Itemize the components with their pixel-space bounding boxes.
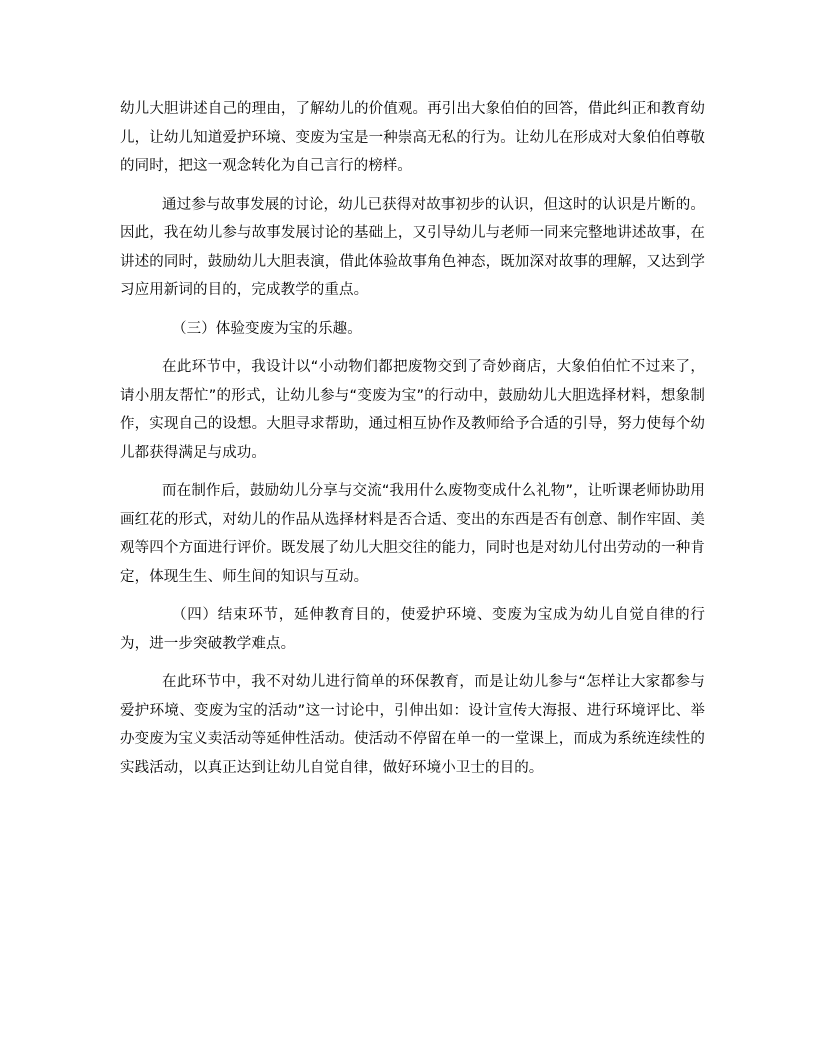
paragraph-1: 幼儿大胆讲述自己的理由，了解幼儿的价值观。再引出大象伯伯的回答，借此纠正和教育幼儿，让幼儿知道爱护环境、变废为宝是一种崇高无私的行为。让幼儿在形成对大象伯伯尊敬的同时，把这一观念转化为自己言行的榜样。 bbox=[120, 101, 705, 174]
section-heading-4: （四）结束环节，延伸教育目的，使爱护环境、变废为宝成为幼儿自觉自律的行为，进一步突破教学难点。 bbox=[120, 607, 705, 652]
paragraph-3: 在此环节中，我设计以“小动物们都把废物交到了奇妙商店，大象伯伯忙不过来了，请小朋友帮忙”的形式，让幼儿参与“变废为宝”的行动中，鼓励幼儿大胆选择材料，想象制作，实现自己的设想。大胆寻求帮助，通过相互协作及教师给予合适的引导，努力使每个幼儿都获得满足与成功。 bbox=[120, 359, 705, 461]
section-heading-3: （三）体验变废为宝的乐趣。 bbox=[172, 320, 362, 337]
document-body bbox=[120, 95, 705, 792]
paragraph-5: 在此环节中，我不对幼儿进行简单的环保教育，而是让幼儿参与“怎样让大家都参与爱护环境、变废为宝的活动”这一讨论中，引伸出如：设计宣传大海报、进行环境评比、举办变废为宝义卖活动等延伸性活动。使活动不停留在单一的一堂课上，而成为系统连续性的实践活动，以真正达到让幼儿自觉自律，做好环境小卫士的目的。 bbox=[120, 674, 705, 776]
paragraph-2: 通过参与故事发展的讨论，幼儿已获得对故事初步的认识，但这时的认识是片断的。因此，我在幼儿参与故事发展讨论的基础上，又引导幼儿与老师一同来完整地讲述故事，在讲述的同时，鼓励幼儿大胆表演，借此体验故事角色神态，既加深对故事的理解，又达到学习应用新词的目的，完成教学的重点。 bbox=[120, 196, 705, 298]
paragraph-4: 而在制作后，鼓励幼儿分享与交流“我用什么废物变成什么礼物”，让听课老师协助用画红花的形式，对幼儿的作品从选择材料是否合适、变出的东西是否有创意、制作牢固、美观等四个方面进行评价。既发展了幼儿大胆交往的能力，同时也是对幼儿付出劳动的一种肯定，体现生生、师生间的知识与互动。 bbox=[120, 483, 705, 585]
